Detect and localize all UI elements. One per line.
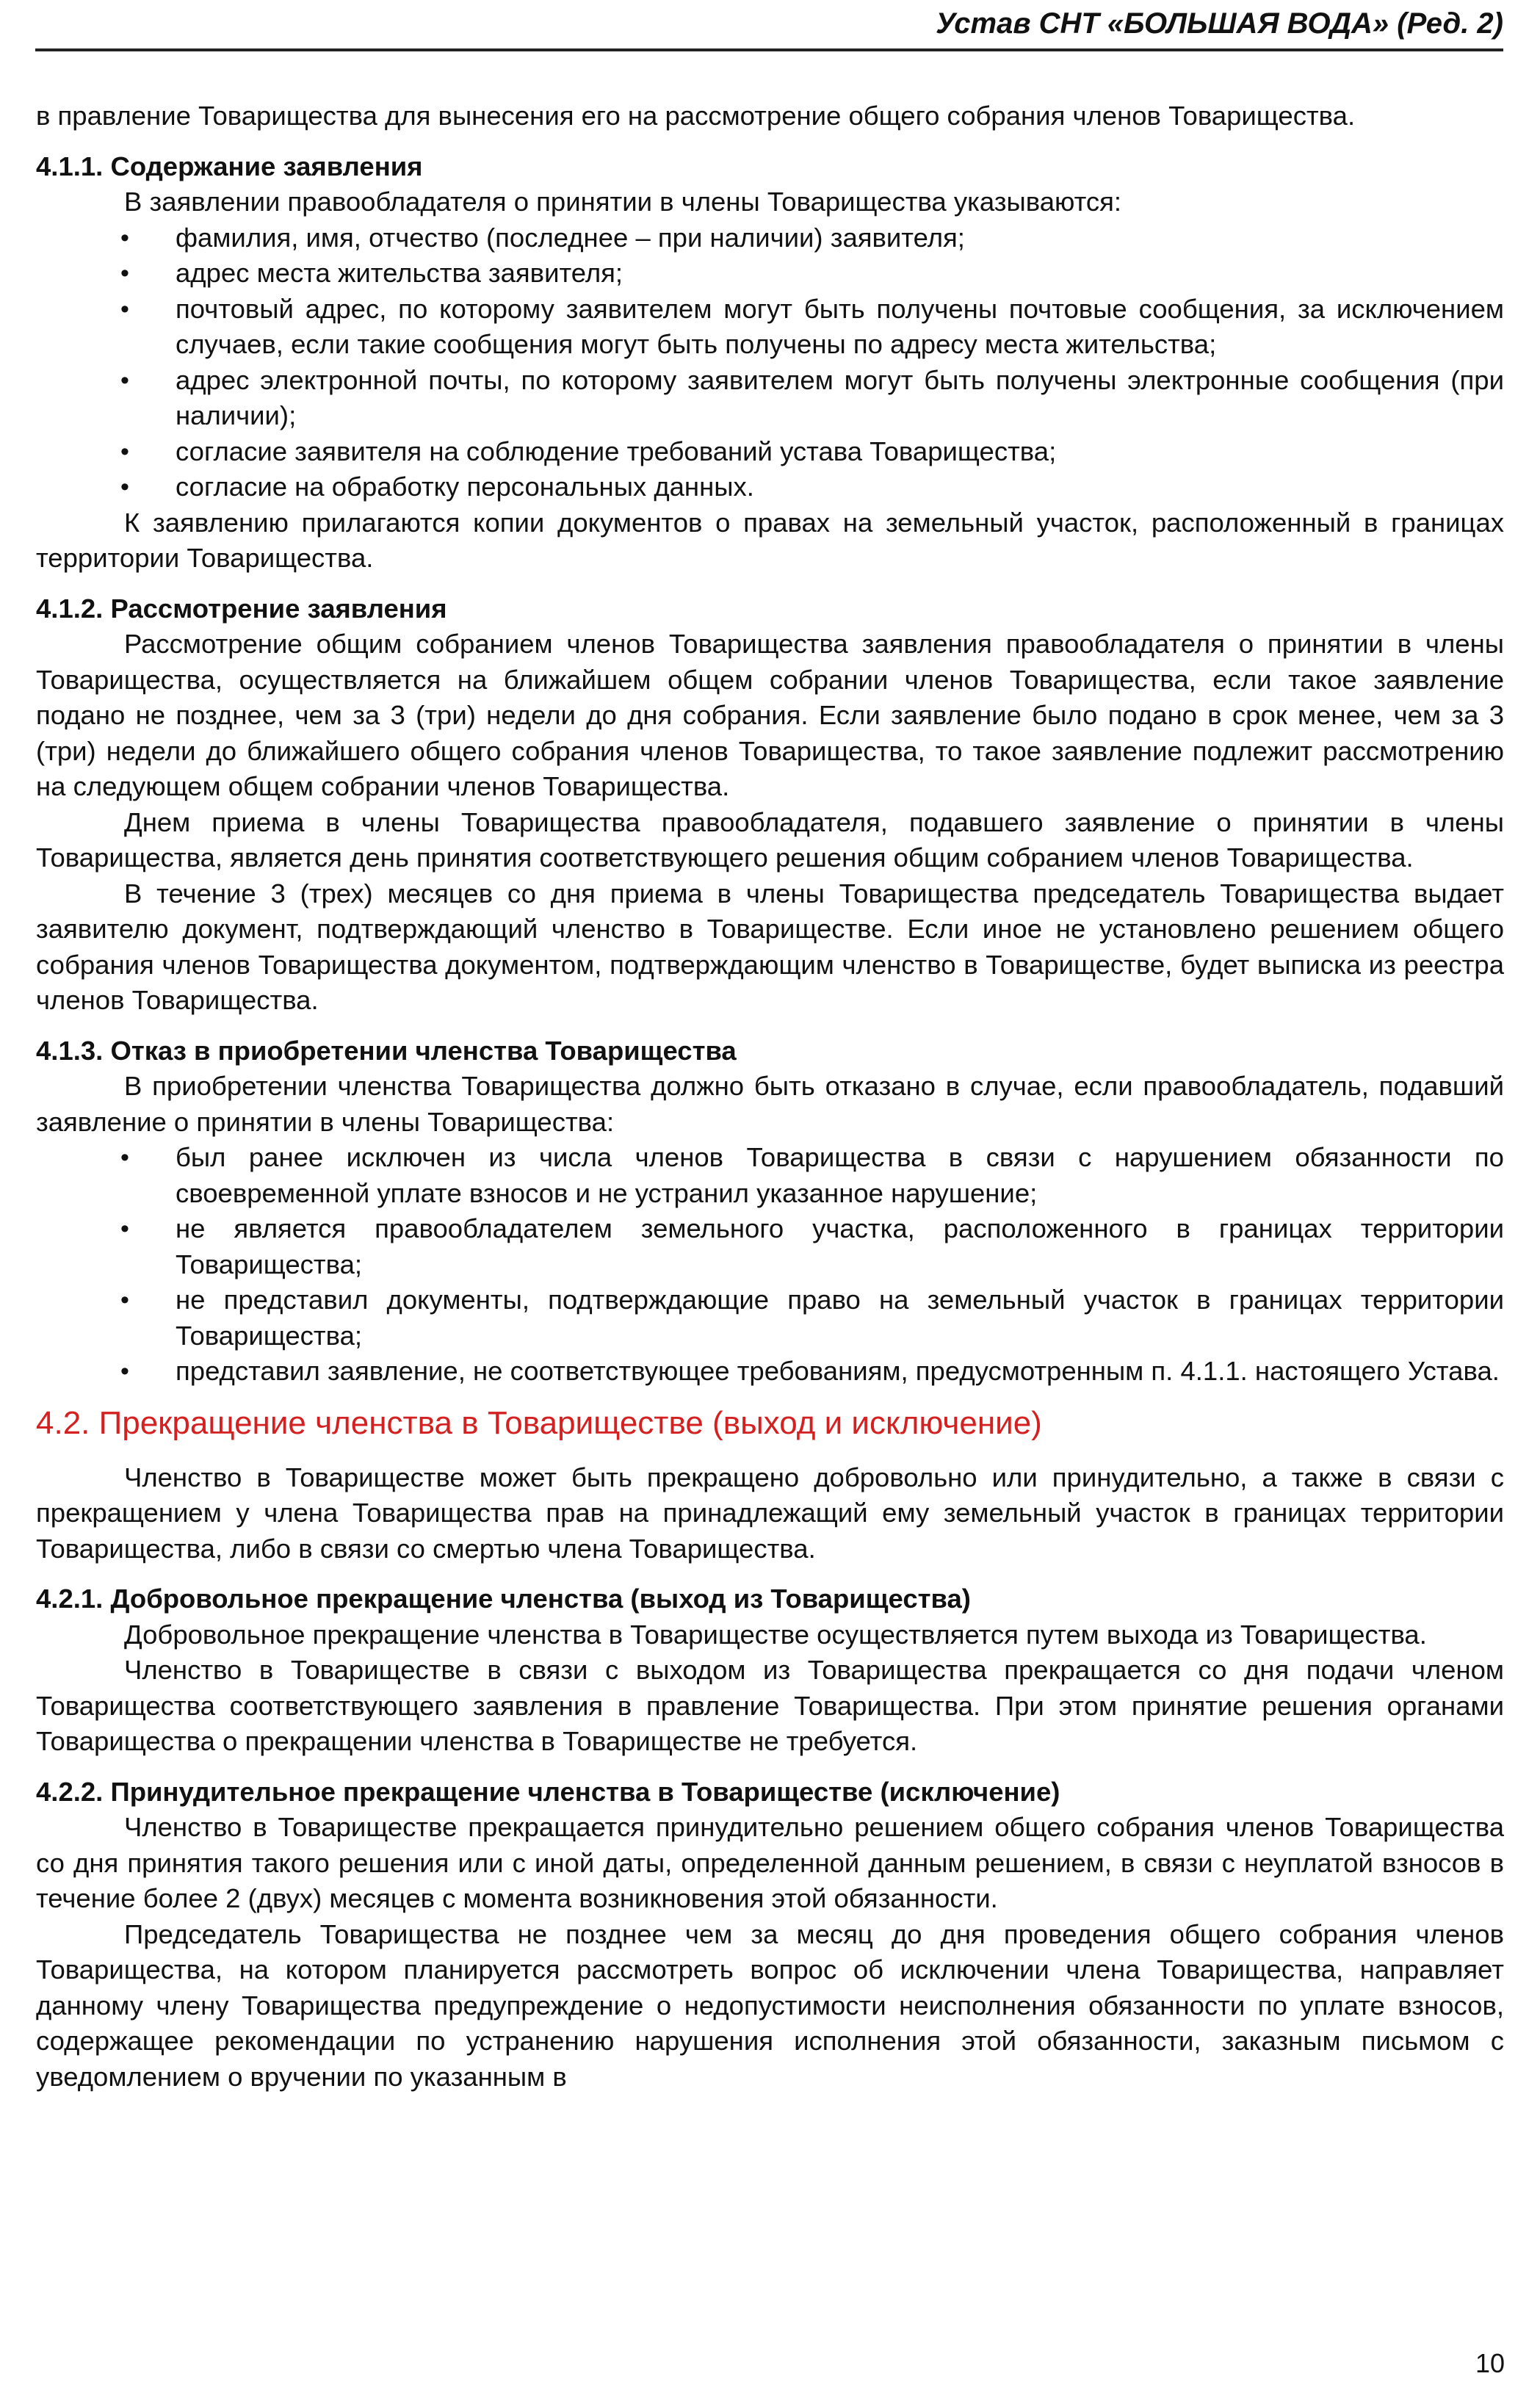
list-item: • адрес места жительства заявителя; [36, 256, 1504, 292]
s413-list [36, 1140, 1504, 1390]
s412-paragraph: В течение 3 (трех) месяцев со дня приема в члены Товарищества председатель Товарищества выдает заявителю документ, подтверждающий членство в Товариществе. Если иное не установлено решением общего собрания членов Товарищества документом, подтверждающим членство в Товариществе, будет выписка из реестра членов Товарищества. [36, 878, 1504, 1015]
heading-4-1-2: 4.1.2. Рассмотрение заявления [36, 593, 447, 624]
list-item: • не является правообладателем земельного участка, расположенного в границах территории Товарищества; [36, 1211, 1504, 1282]
list-item: • фамилия, имя, отчество (последнее – при наличии) заявителя; [36, 220, 1504, 256]
heading-4-2-2: 4.2.2. Принудительное прекращение членства в Товариществе (исключение) [36, 1776, 1060, 1807]
s422-paragraph: Председатель Товарищества не позднее чем за месяц до дня проведения общего собрания членов Товарищества, на котором планируется рассмотреть вопрос об исключении члена Товарищества, направляет данному члену Товарищества предупреждение о недопустимости неисполнения обязанности по уплате взносов, содержащее рекомендации по устранению нарушения исполнения этой обязанности, заказным письмом с уведомлением о вручении по указанным в [36, 1918, 1504, 2092]
s421-paragraph: Добровольное прекращение членства в Товариществе осуществляется путем выхода из Товарищества. [124, 1619, 1427, 1650]
heading-4-1-1: 4.1.1. Содержание заявления [36, 151, 423, 181]
page-number: 10 [1475, 2348, 1505, 2378]
s422-paragraph: Членство в Товариществе прекращается принудительно решением общего собрания членов Товарищества со дня принятия такого решения или с иной даты, определенной данным решением, в связи с неуплатой взносов в течение более 2 (двух) месяцев с момента возникновения этой обязанности. [36, 1812, 1504, 1913]
s421-paragraph: Членство в Товариществе в связи с выходом из Товарищества прекращается со дня подачи членом Товарищества соответствующего заявления в правление Товарищества. При этом принятие решения органами Товарищества о прекращении членства в Товариществе не требуется. [36, 1655, 1504, 1756]
list-item: • был ранее исключен из числа членов Товарищества в связи с нарушением обязанности по своевременной уплате взносов и не устранил указанное нарушение; [36, 1140, 1504, 1211]
s412-paragraph: Днем приема в члены Товарищества правообладателя, подавшего заявление о принятии в члены Товарищества, является день принятия соответствующего решения общим собранием членов Товарищества. [36, 806, 1504, 873]
s411-list [36, 220, 1504, 505]
s42-paragraph: Членство в Товариществе может быть прекращено добровольно или принудительно, а также в связи с прекращением у члена Товарищества прав на принадлежащий ему земельный участок в границах территории Товарищества, либо в связи со смертью члена Товарищества. [36, 1462, 1504, 1564]
document-body [36, 98, 1504, 2095]
document-title: Устав СНТ «БОЛЬШАЯ ВОДА» (Ред. 2) [936, 7, 1503, 40]
section-heading-4-2: 4.2. Прекращение членства в Товариществе (выход и исключение) [36, 1404, 1042, 1441]
heading-4-1-3: 4.1.3. Отказ в приобретении членства Товарищества [36, 1035, 737, 1066]
list-item: • согласие на обработку персональных данных. [36, 469, 1504, 505]
list-item: • согласие заявителя на соблюдение требований устава Товарищества; [36, 434, 1504, 470]
s411-lead: В заявлении правообладателя о принятии в члены Товарищества указываются: [124, 187, 1122, 217]
list-item: • не представил документы, подтверждающие право на земельный участок в границах территории Товарищества; [36, 1282, 1504, 1354]
list-item: • адрес электронной почты, по которому заявителем могут быть получены электронные сообщения (при наличии); [36, 363, 1504, 434]
list-item: • представил заявление, не соответствующее требованиям, предусмотренным п. 4.1.1. настоящего Устава. [36, 1354, 1504, 1390]
s413-lead: В приобретении членства Товарищества должно быть отказано в случае, если правообладатель, подавший заявление о принятии в члены Товарищества: [36, 1071, 1504, 1137]
heading-4-2-1: 4.2.1. Добровольное прекращение членства (выход из Товарищества) [36, 1584, 971, 1614]
s411-closing: К заявлению прилагаются копии документов о правах на земельный участок, расположенный в границах территории Товарищества. [36, 507, 1504, 573]
intro-paragraph: в правление Товарищества для вынесения его на рассмотрение общего собрания членов Товарищества. [36, 101, 1356, 131]
page-header [35, 4, 1503, 51]
list-item: • почтовый адрес, по которому заявителем могут быть получены почтовые сообщения, за исключением случаев, если такие сообщения могут быть получены по адресу места жительства; [36, 292, 1504, 363]
s412-paragraph: Рассмотрение общим собранием членов Товарищества заявления правообладателя о принятии в члены Товарищества, осуществляется на ближайшем общем собрании членов Товарищества, если такое заявление подано не позднее, чем за 3 (три) недели до дня собрания. Если заявление было подано в срок менее, чем за 3 (три) недели до ближайшего общего собрания членов Товарищества, то такое заявление подлежит рассмотрению на следующем общем собрании членов Товарищества. [36, 629, 1504, 801]
